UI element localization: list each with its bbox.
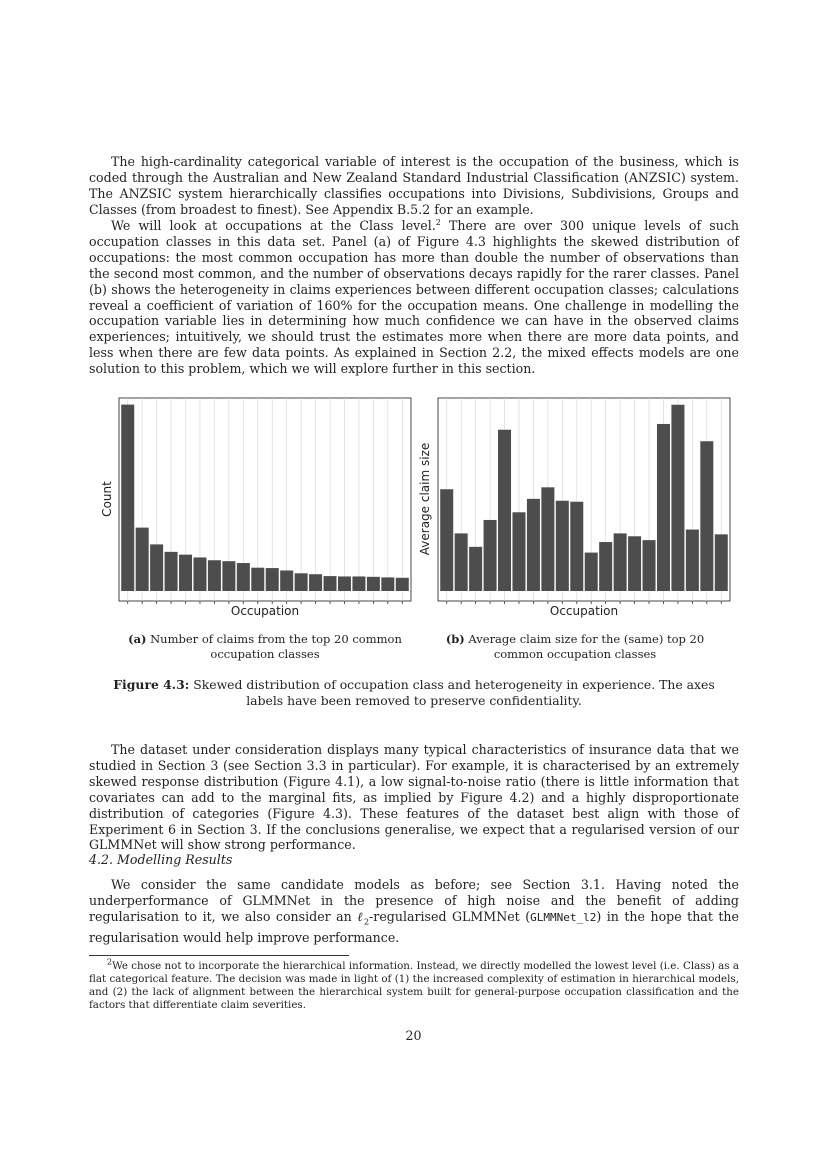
- panel-a-caption-label: (a): [128, 632, 147, 646]
- panel-b-bar: [512, 512, 525, 591]
- panel-a-bar: [266, 568, 279, 591]
- panel-b-caption: [420, 632, 730, 662]
- panel-b-bar: [686, 530, 699, 591]
- panel-a-bar: [150, 544, 163, 591]
- paragraph-occupation-intro: The high-cardinality categorical variable of interest is the occupation of the business, which is coded through the Australian and New Zealand Standard Industrial Classification (ANZSIC) system. The ANZSIC system hierarchically classifies occupations into Divisions, Subdivisions, Groups and Classes (from broadest to finest). See Appendix B.5.2 for an example.: [89, 154, 739, 217]
- model-code-name: GLMMNet_l2: [530, 910, 597, 924]
- paragraph-dataset-characteristics: The dataset under consideration displays many typical characteristics of insurance data that we studied in Section 3 (see Section 3.3 in particular). For example, it is characterised by an extremely skewed response distribution (Figure 4.1), a low signal-to-noise ratio (there is little information that covariates can add to the marginal fits, as implied by Figure 4.2) and a highly disproportionate distribution of categories (Figure 4.3). These features of the dataset best align with those of Experiment 6 in Section 3. If the conclusions generalise, we expect that a regularised version of our GLMMNet will show strong performance.: [89, 742, 739, 853]
- figure-caption-text: Skewed distribution of occupation class and heterogeneity in experience. The axes labels have been removed to preserve confidentiality.: [189, 677, 715, 708]
- panel-b-bar: [469, 547, 482, 591]
- panel-b-bar: [599, 542, 612, 591]
- panel-b-bar: [700, 441, 713, 591]
- paragraph-class-level: [89, 218, 739, 377]
- panel-a-bar: [193, 557, 206, 591]
- panel-a-bar: [280, 570, 293, 591]
- figure-4-3: [89, 388, 739, 632]
- paragraph-modelling-end: ) in the hope that the regularisation would help improve performance.: [89, 908, 739, 946]
- paragraph-modelling-mid: -regularised GLMMNet (: [369, 908, 531, 924]
- panel-a-bar: [237, 563, 250, 591]
- panel-b-bar: [541, 487, 554, 591]
- footnote-text: We chose not to incorporate the hierarchical information. Instead, we directly modelled the lowest level (i.e. Class) as a flat categorical feature. The decision was made in light of (1) the increased complexity of estimation in hierarchical models, and (2) the lack of alignment between the hierarchical system built for general-purpose occupation classification and the factors that differentiate claim severities.: [89, 960, 739, 1011]
- panel-a-bar: [352, 576, 365, 591]
- panel-b-caption-label: (b): [445, 632, 465, 646]
- paragraph-modelling-results: [89, 877, 739, 946]
- panel-a-bar: [208, 560, 221, 591]
- panel-b-xlabel: Occupation: [549, 604, 619, 618]
- panel-b-bar: [585, 553, 598, 591]
- panel-a-bar: [324, 576, 337, 591]
- page-number: 20: [405, 1028, 422, 1043]
- panel-a-bar: [121, 405, 134, 591]
- panel-b-bar: [643, 540, 656, 591]
- ell-subscript: 2: [363, 917, 370, 927]
- panel-b-bar: [484, 520, 497, 591]
- panel-b-bar: [715, 534, 728, 591]
- panel-a-bar: [222, 561, 235, 591]
- panel-b-ylabel: Average claim size: [418, 442, 432, 556]
- footnote: [89, 957, 739, 1012]
- panel-b-bar: [671, 405, 684, 591]
- figure-caption: [100, 677, 728, 709]
- paragraph-class-level-start: We will look at occupations at the Class level.: [111, 218, 436, 233]
- paragraph-modelling-start: We consider the same candidate models as before; see Section 3.1. Having noted the underperformance of GLMMNet in the presence of high noise and the benefit of adding regularisation to it, we also consider an: [89, 877, 739, 924]
- panel-a-caption-text: Number of claims from the top 20 common occupation classes: [146, 632, 402, 661]
- panel-a-bar: [309, 574, 322, 591]
- panel-b-bar: [498, 430, 511, 591]
- chart-panel-a: [100, 398, 411, 618]
- panel-b-bar: [657, 424, 670, 591]
- chart-panel-b: [418, 398, 730, 618]
- panel-a-bar: [136, 528, 149, 591]
- panel-b-bar: [570, 502, 583, 591]
- panel-b-bar: [614, 533, 627, 591]
- footnote-marker: 2: [435, 217, 441, 227]
- figure-caption-label: Figure 4.3:: [113, 677, 190, 692]
- paragraph-class-level-rest: There are over 300 unique levels of such occupation classes in this data set. Panel (a) of Figure 4.3 highlights the skewed distribution of occupations: the most common occupation has more than double the number of observations than the second most common, and the number of observations decays rapidly for the rarer classes. Panel (b) shows the heterogeneity in claims experiences between different occupation classes; calculations reveal a coefficient of variation of 160% for the occupation means. One challenge in modelling the occupation variable lies in determining how much confidence we can have in the observed claims experiences; intuitively, we should trust the estimates more when there are more data points, and less when there are few data points. As explained in Section 2.2, the mixed effects models are one solution to this problem, which we will explore further in this section.: [89, 218, 739, 377]
- ell-symbol: ℓ: [357, 908, 364, 924]
- footnote-rule: [89, 955, 349, 956]
- panel-a-caption: [125, 632, 405, 662]
- panel-b-bar: [628, 536, 641, 591]
- panel-a-bar: [251, 568, 264, 591]
- panel-a-bar: [295, 573, 308, 591]
- panel-b-bar: [527, 499, 540, 591]
- figure-4-3-charts: [89, 388, 739, 628]
- panel-a-bar: [396, 578, 409, 591]
- subsection-heading: 4.2. Modelling Results: [89, 852, 233, 867]
- panel-b-bar: [455, 533, 468, 591]
- panel-a-bar: [165, 552, 178, 591]
- panel-a-xlabel: Occupation: [230, 604, 300, 618]
- panel-a-bar: [381, 577, 394, 591]
- panel-b-bar: [556, 501, 569, 591]
- panel-a-ylabel: Count: [100, 481, 114, 517]
- panel-a-bar: [338, 576, 351, 591]
- panel-a-bar: [179, 555, 192, 591]
- footnote-number: 2: [107, 957, 113, 967]
- panel-b-caption-text: Average claim size for the (same) top 20 common occupation classes: [464, 632, 705, 661]
- panel-b-bar: [440, 489, 453, 591]
- panel-a-bar: [367, 577, 380, 591]
